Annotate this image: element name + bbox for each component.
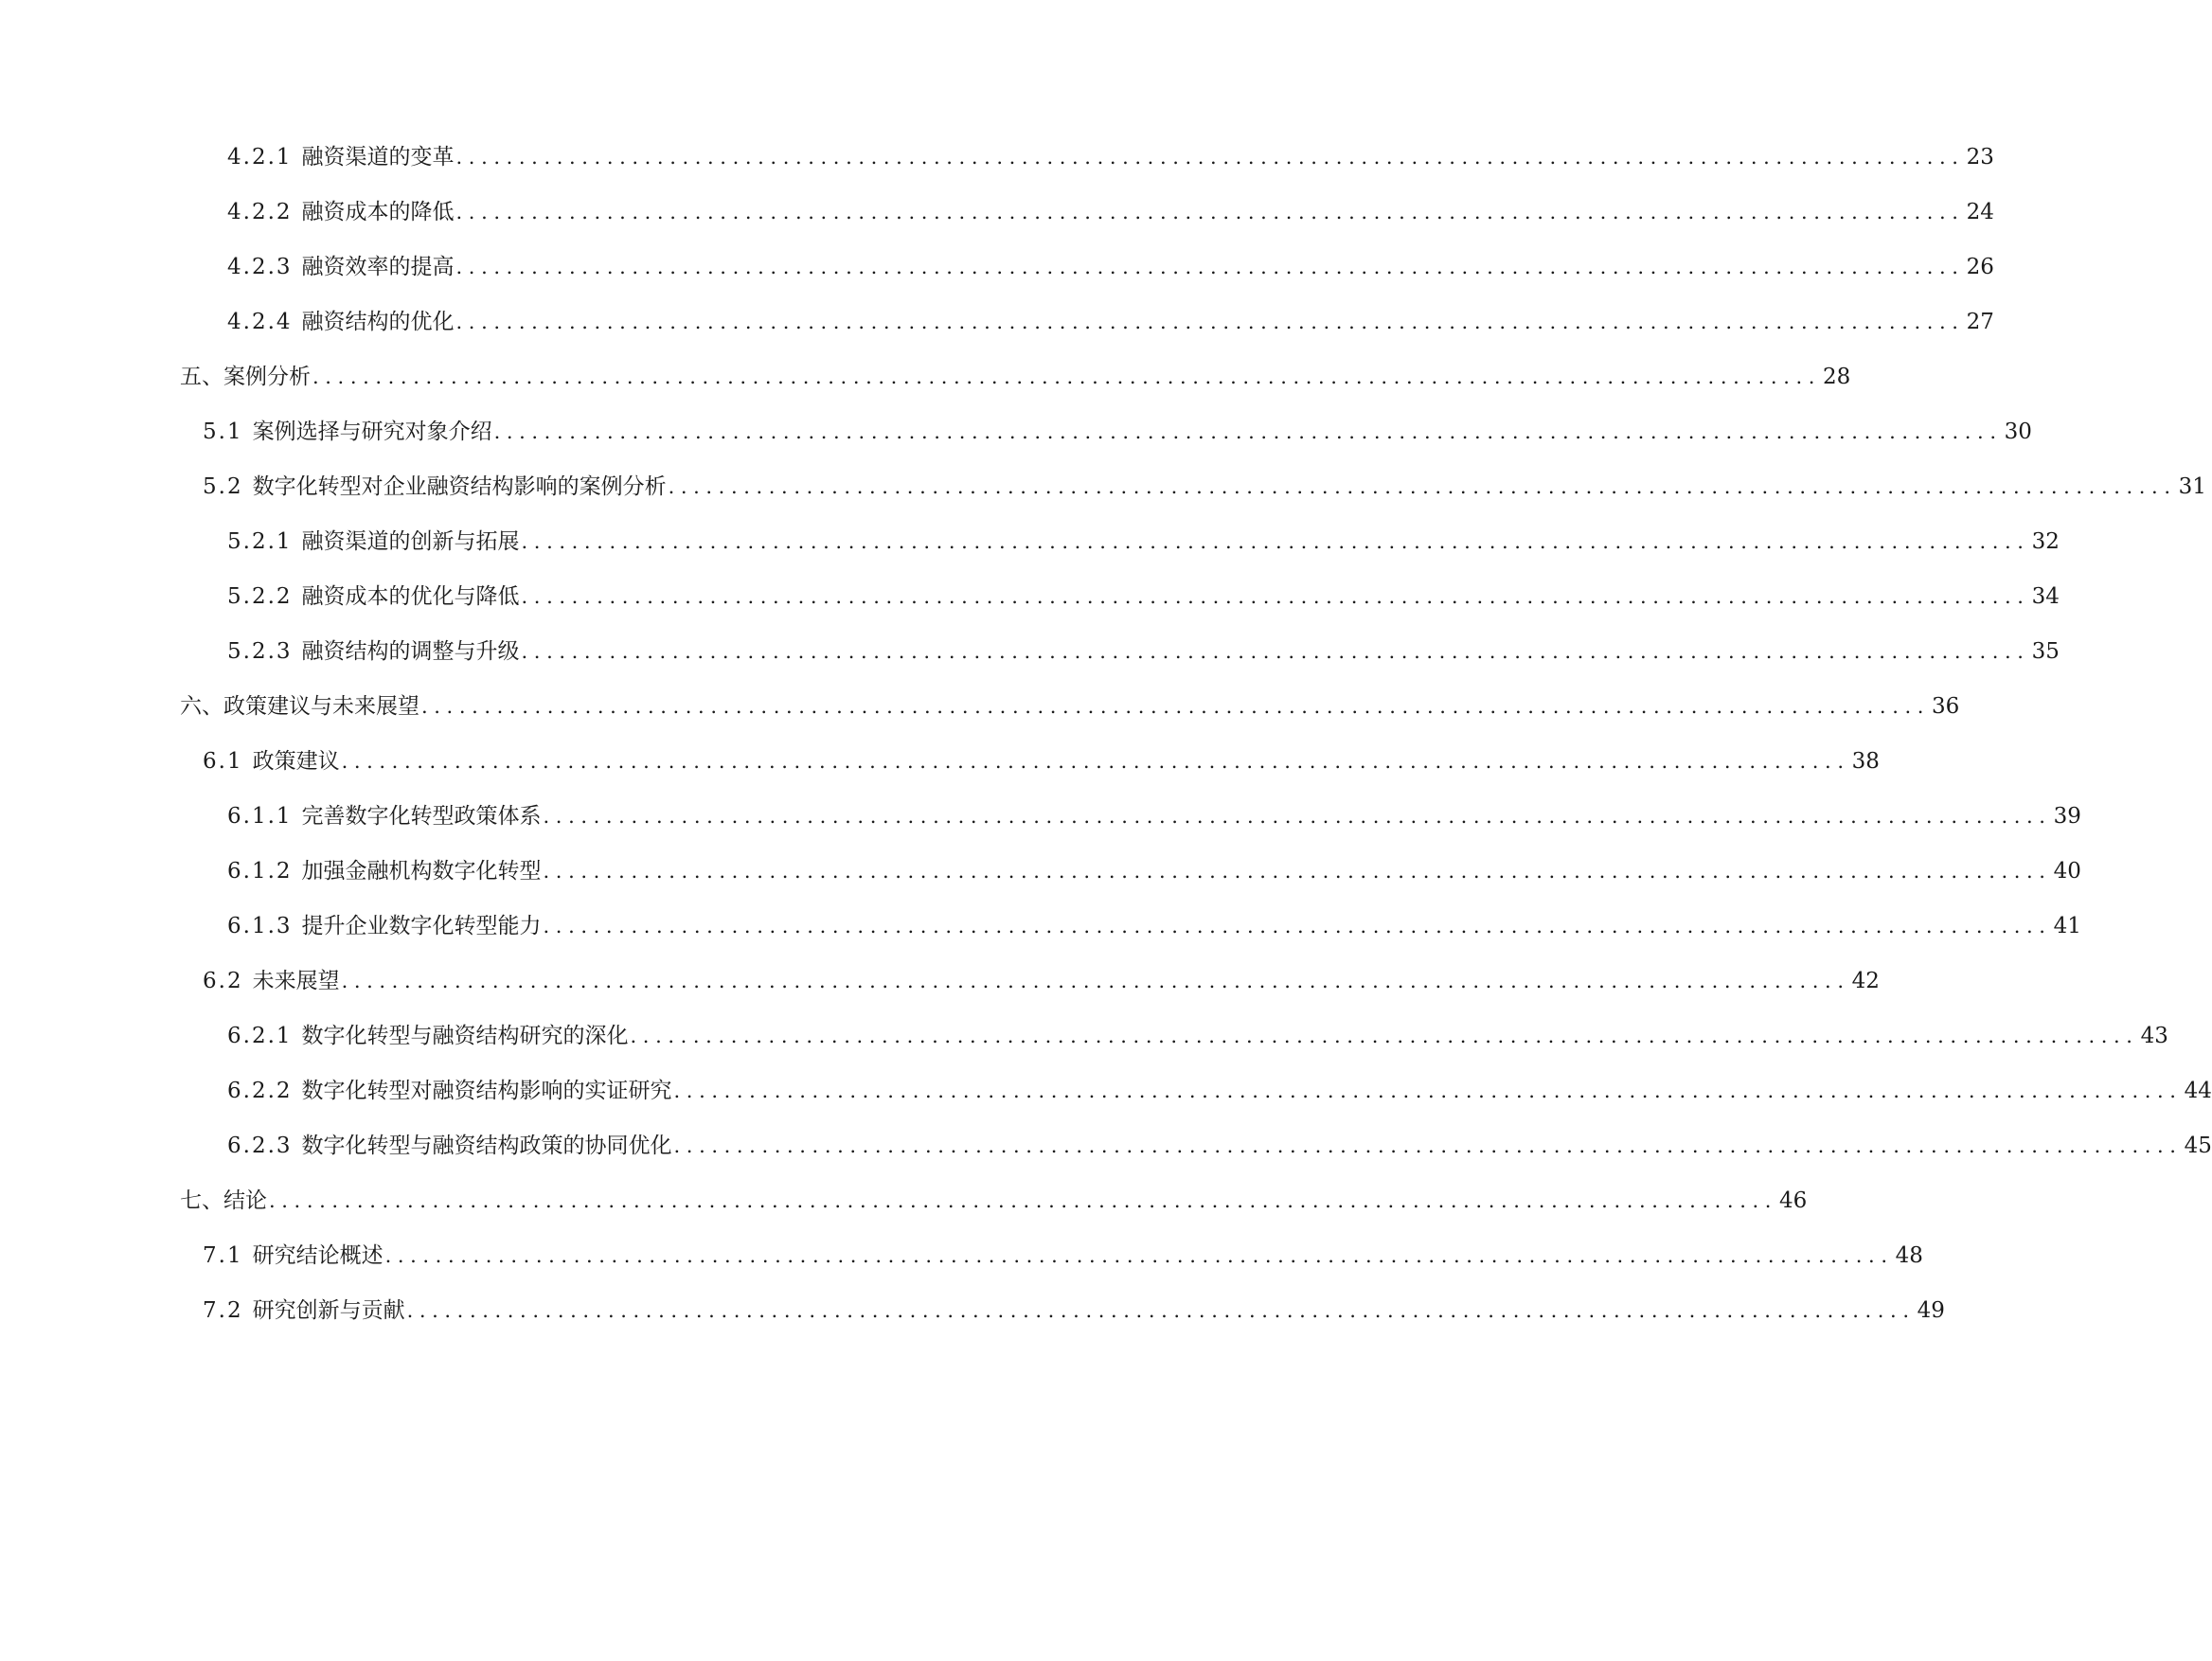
toc-entry-text: 数字化转型对融资结构影响的实证研究 [301, 1079, 672, 1103]
toc-entry-title: 六、政策建议与未来展望 [180, 694, 419, 719]
toc-entry-text: 加强金融机构数字化转型 [301, 859, 542, 884]
toc-chapter-entry[interactable] [180, 1184, 1808, 1218]
toc-entry-page: 30 [2004, 420, 2032, 444]
toc-entry-title [227, 580, 522, 614]
toc-leader-dots: ........................................................................................................................ [493, 420, 2003, 443]
toc-entry-page: 28 [1823, 365, 1851, 389]
toc-entry-title [203, 964, 342, 998]
toc-entry-text: 数字化转型与融资结构研究的深化 [301, 1024, 629, 1048]
toc-entry-page: 23 [1966, 145, 1994, 170]
toc-entry-page: 39 [2053, 804, 2081, 829]
toc-entry-page: 38 [1851, 749, 1880, 774]
toc-entry-title [227, 1074, 674, 1108]
toc-section-entry[interactable] [203, 964, 1880, 998]
toc-entry-number: 5.2 [203, 474, 243, 499]
toc-entry-page: 26 [1966, 255, 1994, 279]
toc-entry-title [227, 140, 456, 174]
toc-leader-dots: ........................................................................................................................ [673, 1134, 2183, 1157]
toc-entry-text: 融资结构的优化 [301, 310, 455, 334]
toc-entry[interactable] [227, 250, 1994, 284]
toc-leader-dots: ........................................................................................................................ [455, 201, 1965, 223]
toc-entry-number: 6.2.2 [227, 1079, 293, 1103]
toc-entry-number: 5.2.3 [227, 639, 293, 664]
toc-leader-dots: ........................................................................................................................ [543, 805, 2052, 828]
toc-entry-title: 七、结论 [180, 1188, 267, 1213]
toc-entry[interactable] [227, 634, 2060, 669]
toc-entry-text: 融资效率的提高 [301, 255, 455, 279]
toc-leader-dots: ........................................................................................................................ [455, 146, 1965, 169]
toc-entry-title [227, 634, 522, 669]
toc-entry-text: 融资成本的降低 [301, 200, 455, 224]
toc-entry-number: 6.1.2 [227, 859, 293, 884]
toc-section-entry[interactable] [203, 470, 2206, 504]
toc-chapter-entry[interactable] [180, 360, 1851, 394]
toc-entry-page: 40 [2053, 859, 2081, 884]
toc-leader-dots: ........................................................................................................................ [455, 256, 1965, 278]
toc-section-entry[interactable] [203, 415, 2032, 449]
toc-leader-dots: ........................................................................................................................ [341, 750, 1850, 773]
toc-entry-text: 融资结构的调整与升级 [301, 639, 520, 664]
toc-entry-number: 7.2 [203, 1298, 243, 1323]
toc-entry-title [227, 525, 522, 559]
toc-entry-text: 研究结论概述 [252, 1243, 384, 1268]
toc-entry-page: 34 [2031, 584, 2060, 609]
toc-entry-page: 31 [2178, 474, 2206, 499]
toc-entry-text: 融资渠道的变革 [301, 145, 455, 170]
toc-entry-page: 49 [1917, 1298, 1945, 1323]
toc-entry[interactable] [227, 854, 2081, 888]
toc-leader-dots: ........................................................................................................................ [521, 585, 2030, 608]
toc-leader-dots: ........................................................................................................................ [384, 1244, 1894, 1267]
toc-entry-page: 35 [2031, 639, 2060, 664]
toc-entry-title: 五、案例分析 [180, 365, 311, 389]
toc-section-entry[interactable] [203, 744, 1880, 778]
toc-entry[interactable] [227, 799, 2081, 833]
toc-entry-title [227, 1129, 674, 1163]
toc-entry-title [227, 250, 456, 284]
toc-entry-text: 未来展望 [252, 969, 340, 993]
toc-section-entry[interactable] [203, 1294, 1945, 1328]
toc-entry-text: 政策建议 [252, 749, 340, 774]
toc-entry-number: 5.1 [203, 420, 243, 444]
toc-entry-number: 7.1 [203, 1243, 243, 1268]
toc-entry[interactable] [227, 305, 1994, 339]
toc-entry-title [227, 1019, 631, 1053]
toc-entry-title [227, 305, 456, 339]
toc-entry-text: 融资成本的优化与降低 [301, 584, 520, 609]
toc-entry-number: 5.2.2 [227, 584, 293, 609]
toc-entry-number: 6.2.1 [227, 1024, 293, 1048]
toc-entry-page: 41 [2053, 914, 2081, 938]
toc-entry[interactable] [227, 140, 1994, 174]
toc-entry-page: 48 [1895, 1243, 1923, 1268]
toc-entry-text: 完善数字化转型政策体系 [301, 804, 542, 829]
toc-entry[interactable] [227, 195, 1994, 229]
toc-entry-number: 4.2.4 [227, 310, 293, 334]
toc-entry-number: 6.2.3 [227, 1134, 293, 1158]
toc-entry-title [227, 799, 544, 833]
toc-leader-dots: ........................................................................................................................ [521, 640, 2030, 663]
toc-leader-dots: ........................................................................................................................ [406, 1299, 1916, 1322]
toc-entry-title [203, 1239, 385, 1273]
toc-entry-title [203, 470, 669, 504]
toc-entry-text: 提升企业数字化转型能力 [301, 914, 542, 938]
toc-entry-page: 45 [2184, 1134, 2212, 1158]
toc-leader-dots: ........................................................................................................................ [269, 1189, 1778, 1212]
toc-entry-title [227, 854, 544, 888]
toc-leader-dots: ........................................................................................................................ [341, 970, 1850, 992]
toc-entry-number: 4.2.1 [227, 145, 293, 170]
toc-leader-dots: ........................................................................................................................ [543, 915, 2052, 938]
toc-entry-number: 6.2 [203, 969, 243, 993]
toc-leader-dots: ........................................................................................................................ [521, 530, 2030, 553]
toc-entry-page: 42 [1851, 969, 1880, 993]
toc-entry[interactable] [227, 580, 2060, 614]
toc-entry-title [203, 744, 342, 778]
toc-entry[interactable] [227, 525, 2060, 559]
toc-entry-page: 27 [1966, 310, 1994, 334]
toc-section-entry[interactable] [203, 1239, 1923, 1273]
toc-entry[interactable] [227, 1019, 2168, 1053]
toc-entry[interactable] [227, 1129, 2212, 1163]
toc-entry[interactable] [227, 1074, 2212, 1108]
toc-leader-dots: ........................................................................................................................ [630, 1025, 2139, 1047]
toc-entry-title [203, 1294, 407, 1328]
toc-entry-number: 4.2.2 [227, 200, 293, 224]
toc-entry-text: 融资渠道的创新与拓展 [301, 529, 520, 554]
toc-entry-number: 4.2.3 [227, 255, 293, 279]
toc-entry-page: 24 [1966, 200, 1994, 224]
toc-entry-number: 6.1 [203, 749, 243, 774]
toc-leader-dots: ........................................................................................................................ [543, 860, 2052, 883]
toc-entry-page: 36 [1932, 694, 1960, 719]
toc-entry-page: 44 [2184, 1079, 2212, 1103]
toc-leader-dots: ........................................................................................................................ [673, 1080, 2183, 1102]
toc-leader-dots: ........................................................................................................................ [421, 695, 1931, 718]
toc-chapter-entry[interactable] [180, 689, 1960, 723]
toc-leader-dots: ........................................................................................................................ [668, 475, 2177, 498]
toc-entry-text: 研究创新与贡献 [252, 1298, 405, 1323]
toc-entry-text: 数字化转型与融资结构政策的协同优化 [301, 1134, 672, 1158]
toc-entry-text: 数字化转型对企业融资结构影响的案例分析 [252, 474, 667, 499]
toc-entry-title [227, 195, 456, 229]
toc-entry-number: 5.2.1 [227, 529, 293, 554]
toc-entry-number: 6.1.3 [227, 914, 293, 938]
toc-entry[interactable] [227, 909, 2081, 943]
toc-entry-text: 案例选择与研究对象介绍 [252, 420, 492, 444]
toc-entry-page: 43 [2140, 1024, 2168, 1048]
toc-entry-page: 32 [2031, 529, 2060, 554]
toc-leader-dots: ........................................................................................................................ [455, 311, 1965, 333]
toc-entry-title [203, 415, 494, 449]
toc-leader-dots: ........................................................................................................................ [312, 366, 1822, 388]
toc-entry-page: 46 [1779, 1188, 1808, 1213]
toc-entry-title [227, 909, 544, 943]
toc-entry-number: 6.1.1 [227, 804, 293, 829]
